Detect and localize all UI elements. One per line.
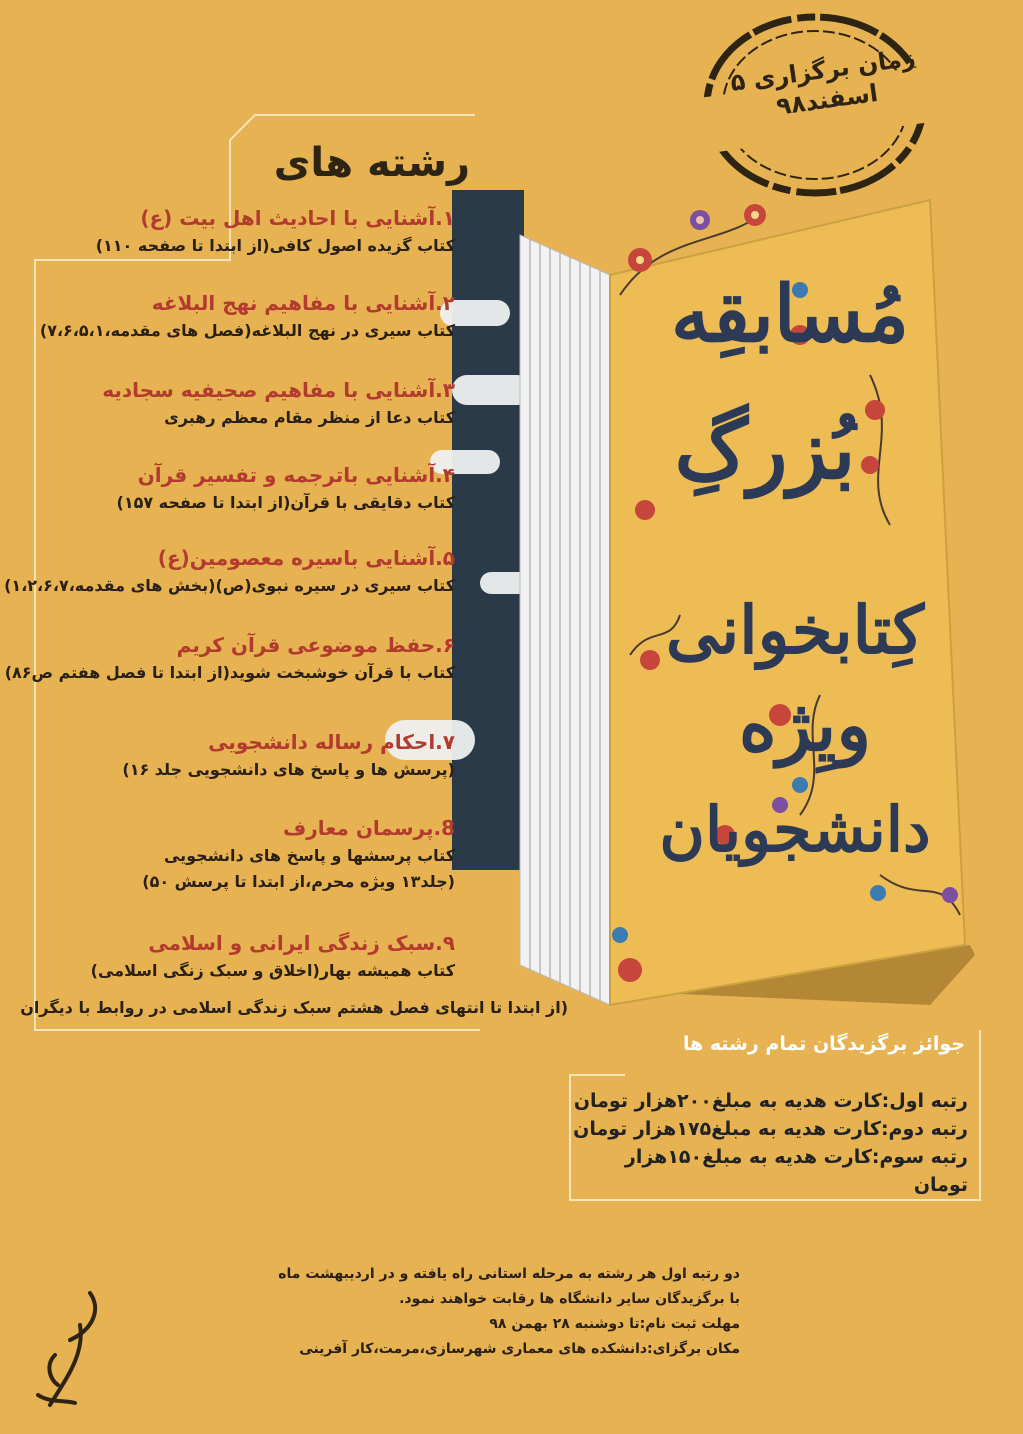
field-title: ۷.احکام رساله دانشجویی	[208, 730, 455, 754]
fields-heading: رشته های	[273, 140, 470, 186]
field-source: کتاب همیشه بهار(اخلاق و سبک زنگی اسلامی)	[90, 961, 455, 980]
book-title-line4: ویِژه	[738, 682, 872, 767]
field-source: (پرسش ها و پاسخ های دانشجویی جلد ۱۶)	[122, 760, 455, 779]
event-date-text: زمان برگزاری ۵ اسفند۹۸	[728, 43, 918, 121]
field-title: ۳.آشنایی با مفاهیم صحیفیه سجادیه	[102, 378, 455, 402]
field-source: کتاب سیری در سیره نبوی(ص)(بخش های مقدمه،۱،۲،۶،۷)	[4, 576, 455, 595]
note-line: با برگزیدگان سایر دانشگاه ها رقابت خواهند نمود.	[399, 1291, 740, 1307]
prize-line: رتبه دوم:کارت هدیه به مبلغ۱۷۵هزار تومان	[573, 1118, 968, 1140]
field-source: کتاب دعا از منظر مقام معظم رهبری	[164, 408, 455, 427]
field-title: 8.پرسمان معارف	[282, 816, 455, 840]
book-title-line5: دانشجویان	[659, 793, 931, 866]
field-item	[0, 203, 455, 259]
field-item	[0, 813, 455, 895]
field-item	[0, 375, 455, 431]
field-item	[0, 630, 455, 686]
field-item	[0, 727, 455, 783]
field-source: کتاب گزیده اصول کافی(از ابتدا تا صفحه ۱۱۰)	[95, 236, 455, 255]
field-source: (جلد۱۳ ویژه محرم،از ابتدا تا پرسش ۵۰)	[142, 872, 455, 891]
field-item	[0, 460, 455, 516]
field-item	[0, 543, 455, 599]
field-title: ۴.آشنایی باترجمه و تفسیر قرآن	[137, 463, 455, 487]
field-item	[0, 288, 455, 344]
field-item	[0, 928, 455, 984]
field-source: کتاب سیری در نهج البلاغه(فصل های مقدمه،۷،۶،۵،۱)	[39, 321, 455, 340]
prize-line: رتبه سوم:کارت هدیه به مبلغ۱۵۰هزار تومان	[624, 1146, 968, 1196]
prize-line: رتبه اول:کارت هدیه به مبلغ۲۰۰هزار تومان	[573, 1090, 968, 1112]
prizes-heading: جوائز برگزیدگان تمام رشته ها	[682, 1033, 965, 1055]
note-line: دو رتبه اول هر رشته به مرحله استانی راه یافته و در اردیبهشت ماه	[278, 1266, 740, 1282]
book-title-line1: مُسابقِه	[670, 269, 910, 360]
field-title: ۹.سبک زندگی ایرانی و اسلامی	[148, 931, 455, 955]
notes-block	[270, 1262, 740, 1362]
field-source: کتاب پرسشها و پاسخ های دانشجویی	[163, 846, 455, 865]
note-line: مهلت ثبت نام:تا دوشنبه ۲۸ بهمن ۹۸	[489, 1316, 740, 1332]
field-source: (از ابتدا تا انتهای فصل هشتم سبک زندگی اسلامی در روابط با دیگران	[20, 998, 568, 1017]
note-line: مکان برگزای:دانشکده های معماری شهرسازی،مرمت،کار آفرینی	[299, 1341, 740, 1357]
field-title: ۵.آشنایی باسیره معصومین(ع)	[157, 546, 455, 570]
book-title-line3: کِتابخوانی	[665, 591, 925, 669]
logo-icon	[30, 1285, 110, 1410]
field-source: کتاب با قرآن خوشبخت شوید(از ابتدا تا فصل هفتم ص۸۶)	[4, 663, 455, 682]
field-title: ۶.حفظ موضوعی قرآن کریم	[176, 633, 455, 657]
field-item-note	[8, 995, 568, 1021]
prizes-box	[570, 1033, 980, 1199]
field-source: کتاب دقایقی با قرآن(از ابتدا تا صفحه ۱۵۷)	[116, 493, 455, 512]
field-title: ۲.آشنایی با مفاهیم نهج البلاغه	[151, 291, 455, 315]
field-title: ۱.آشنایی با احادیث اهل بیت (ع)	[140, 206, 455, 230]
book-title-line2: بُزرگِ	[674, 402, 856, 498]
